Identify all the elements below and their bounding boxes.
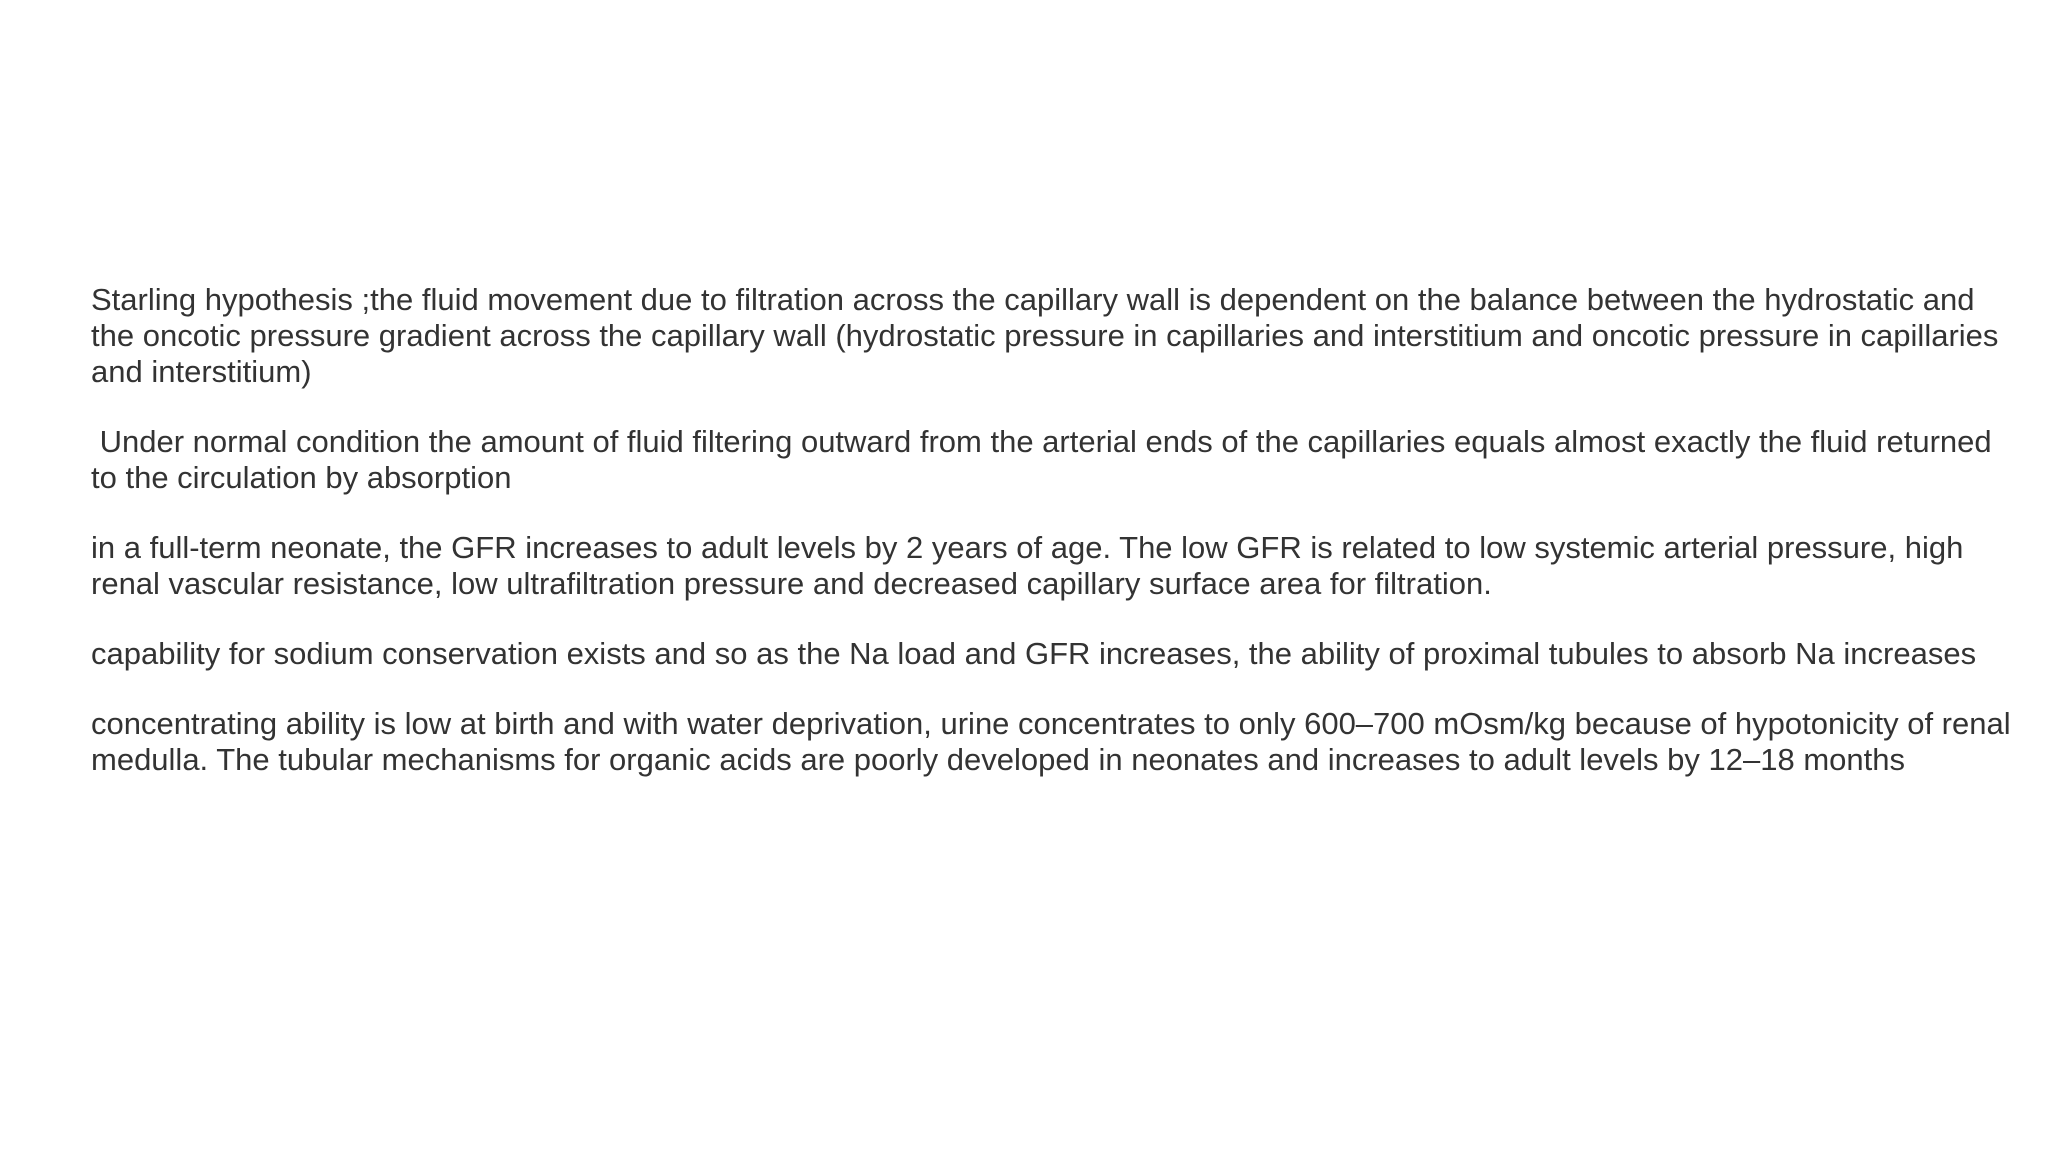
paragraph-starling-hypothesis: Starling hypothesis ;the fluid movement due to filtration across the capillary wall is dependent on the balance between the hydrostatic and the oncotic pressure gradient across the capillary wall (hydrostatic pressure in capillaries and interstitium and oncotic pressure in capillaries and interstitium) bbox=[91, 282, 2008, 389]
paragraph-normal-condition: Under normal condition the amount of fluid filtering outward from the arterial ends of the capillaries equals almost exactly the fluid returned to the circulation by absorption bbox=[91, 424, 2001, 495]
paragraph-sodium-conservation: capability for sodium conservation exists and so as the Na load and GFR increases, the ability of proximal tubules to absorb Na increases bbox=[91, 636, 1977, 671]
paragraph-neonate-gfr: in a full-term neonate, the GFR increases to adult levels by 2 years of age. The low GFR is related to low systemic arterial pressure, high renal vascular resistance, low ultrafiltration pressure and decreased capillary surface area for filtration. bbox=[91, 530, 1972, 601]
paragraph-concentrating-ability: concentrating ability is low at birth and with water deprivation, urine concentrates to only 600–700 mOsm/kg because of hypotonicity of renal medulla. The tubular mechanisms for organic acids are poorly developed in neonates and increases to adult levels by 12–18 months bbox=[91, 706, 2020, 777]
slide-body-text bbox=[91, 282, 2020, 812]
